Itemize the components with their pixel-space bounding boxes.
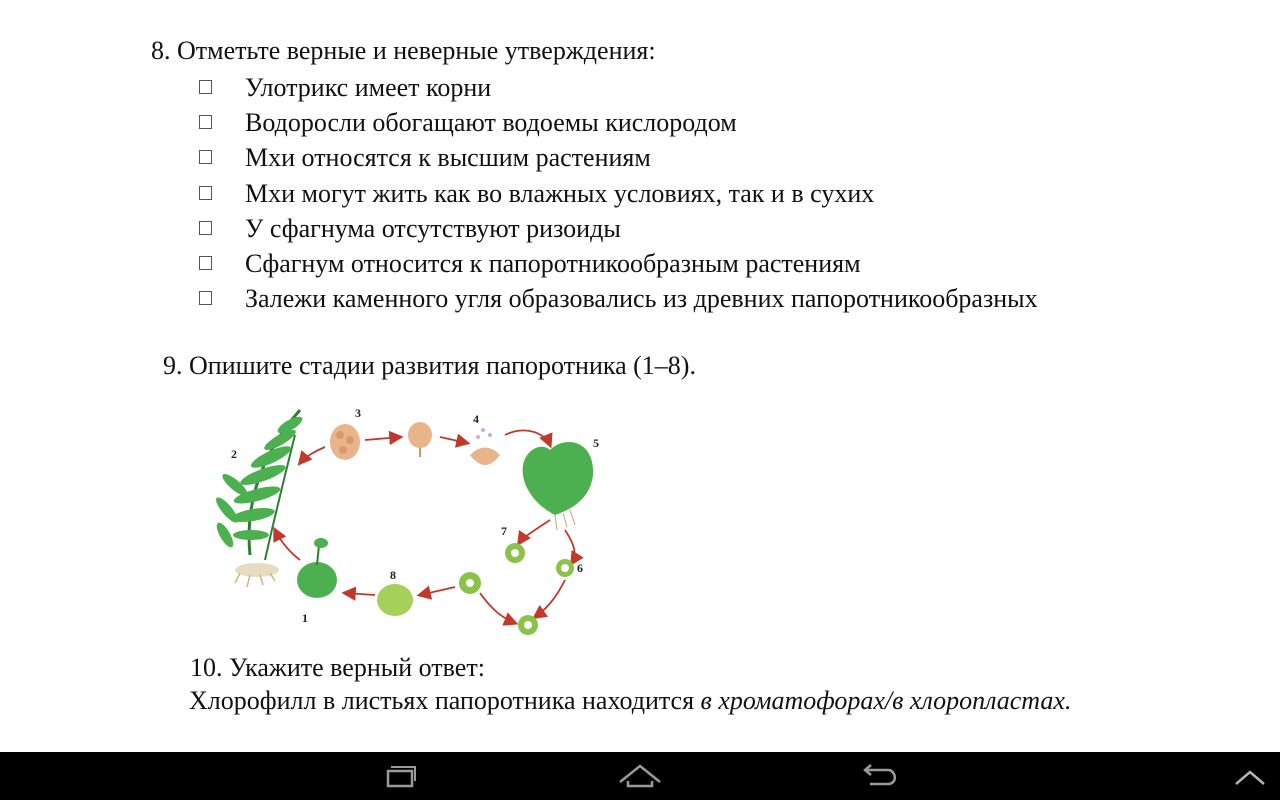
- adult-fern: [213, 410, 305, 587]
- question-10-text: Хлорофилл в листьях папоротника находится: [189, 686, 701, 715]
- stage-number: 7: [501, 524, 507, 538]
- stage-number: 6: [577, 561, 583, 575]
- question-10-title: 10. Укажите верный ответ:: [190, 653, 485, 682]
- spores: [470, 428, 500, 465]
- checkbox[interactable]: [199, 291, 212, 305]
- question-10-answer: в хроматофорах/в хлоропластах.: [700, 686, 1072, 715]
- statement-text: Водоросли обогащают водоемы кислородом: [245, 108, 737, 138]
- stage-number: 2: [231, 447, 237, 461]
- statement-text: Улотрикс имеет корни: [245, 73, 492, 102]
- checkbox[interactable]: [199, 150, 212, 164]
- fern-life-cycle-diagram: [205, 395, 610, 635]
- question-10-body: [189, 684, 1129, 717]
- sporangium: [408, 422, 432, 457]
- checkbox[interactable]: [199, 115, 212, 129]
- statement-text: У сфагнума отсутствуют ризоиды: [245, 213, 621, 243]
- stage-number: 8: [390, 568, 396, 582]
- prothallus: [523, 442, 593, 530]
- stage-number: 3: [355, 406, 361, 420]
- checkbox[interactable]: [199, 80, 212, 94]
- back-button[interactable]: [820, 752, 940, 800]
- home-icon: [615, 752, 665, 800]
- stage-number: 1: [302, 611, 308, 625]
- statement-text: Мхи могут жить как во влажных условиях, так и в сухих: [245, 178, 875, 208]
- young-sporophyte: [297, 538, 337, 598]
- sorus: [330, 424, 360, 460]
- recent-apps-icon: [380, 752, 420, 800]
- android-navigation-bar: [0, 752, 1280, 800]
- question-9-title: 9. Опишите стадии развития папоротника (1–8).: [163, 351, 696, 380]
- stage-number: 4: [473, 412, 479, 426]
- question-8-title: 8. Отметьте верные и неверные утверждения:: [151, 36, 656, 65]
- statement-text: Сфагнум относится к папоротникообразным растениям: [245, 248, 861, 278]
- gametes-and-zygote: [377, 543, 574, 635]
- home-button[interactable]: [580, 752, 700, 800]
- chevron-up-icon: [1230, 752, 1270, 800]
- back-icon: [858, 752, 902, 800]
- recent-apps-button[interactable]: [340, 752, 460, 800]
- stage-number: 5: [593, 436, 599, 450]
- checkbox[interactable]: [199, 186, 212, 200]
- expand-button[interactable]: [1220, 752, 1280, 800]
- statement-text: Мхи относятся к высшим растениям: [245, 143, 651, 173]
- statement-text: Залежи каменного угля образовались из древних папоротникообразных: [245, 284, 1038, 314]
- checkbox[interactable]: [199, 221, 212, 235]
- checkbox[interactable]: [199, 256, 212, 270]
